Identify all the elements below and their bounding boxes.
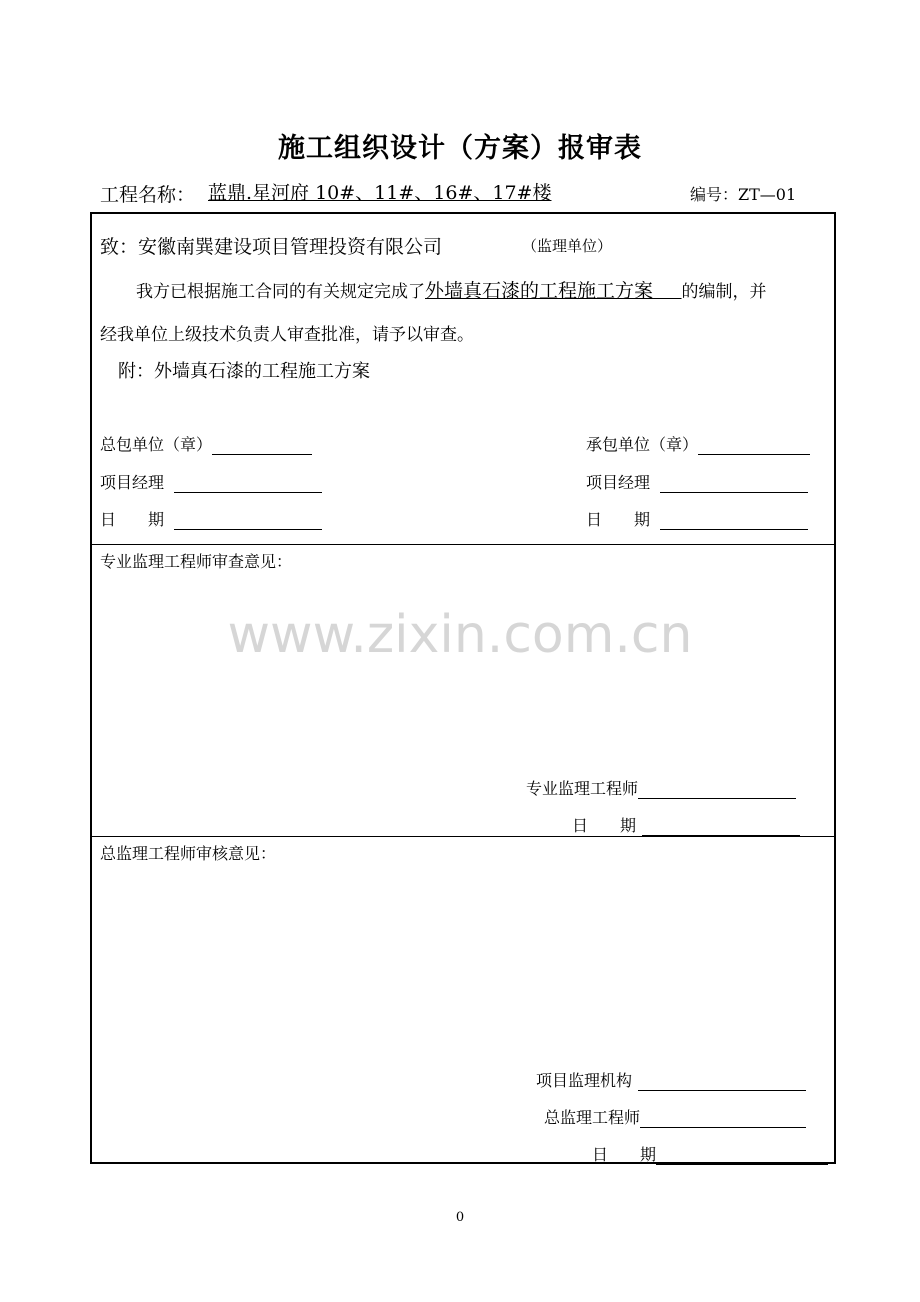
declaration-text-b: 的编制，并: [681, 282, 767, 302]
supervising-date-label: 日 期: [572, 816, 637, 835]
chief-review-title: 总监理工程师审核意见：: [100, 844, 277, 863]
declaration-line-1: [136, 276, 767, 303]
chief-engineer-label: 总监理工程师: [544, 1108, 641, 1127]
project-name-label: 工程名称：: [100, 184, 196, 206]
serial-number: 编号：ZT—01: [690, 185, 797, 204]
section-divider-2: [91, 836, 835, 837]
project-manager-right: [586, 470, 808, 493]
project-manager-left: [100, 470, 322, 493]
general-contractor-label: 总包单位（章）: [100, 435, 213, 454]
page-number: 0: [455, 1210, 465, 1225]
general-contractor-signature: [100, 432, 312, 455]
date-left: [100, 507, 322, 530]
chief-date-label: 日 期: [592, 1145, 657, 1164]
contractor-signature: [586, 432, 810, 455]
recipient-line: 致：安徽南巽建设项目管理投资有限公司: [100, 236, 443, 258]
project-manager-left-line: [174, 476, 322, 493]
declaration-line-2: 经我单位上级技术负责人审查批准，请予以审查。: [100, 325, 474, 345]
watermark: www.zixin.com.cn: [227, 605, 693, 665]
project-manager-left-label: 项目经理: [100, 473, 165, 492]
supervising-date: [572, 813, 800, 836]
supervising-date-line: [642, 819, 800, 836]
contractor-label: 承包单位（章）: [586, 435, 699, 454]
supervising-engineer-signature: [526, 776, 796, 799]
section-divider-1: [91, 544, 835, 545]
chief-engineer-line: [640, 1111, 806, 1128]
date-right-line: [660, 513, 808, 530]
supervising-engineer-label: 专业监理工程师: [526, 779, 639, 798]
recipient-role: （监理单位）: [522, 237, 613, 255]
form-title: 施工组织设计（方案）报审表: [278, 133, 642, 164]
supervision-org-line: [638, 1074, 806, 1091]
plan-name-underline-pad: [653, 280, 682, 302]
chief-date: [592, 1142, 828, 1165]
project-manager-right-label: 项目经理: [586, 473, 651, 492]
chief-engineer-signature: [544, 1105, 806, 1128]
attachment-line: 附：外墙真石漆的工程施工方案: [118, 361, 370, 382]
date-right-label: 日 期: [586, 510, 651, 529]
chief-date-line: [656, 1148, 828, 1165]
declaration-text-a: 我方已根据施工合同的有关规定完成了: [136, 282, 425, 302]
supervision-org-signature: [536, 1068, 806, 1091]
project-name-value: 蓝鼎.星河府 10#、11#、16#、17#楼: [208, 182, 552, 204]
project-manager-right-line: [660, 476, 808, 493]
date-left-label: 日 期: [100, 510, 165, 529]
contractor-line: [698, 438, 810, 455]
form-table: [90, 212, 836, 1164]
supervising-engineer-line: [638, 782, 796, 799]
date-left-line: [174, 513, 322, 530]
general-contractor-line: [212, 438, 312, 455]
supervision-org-label: 项目监理机构: [536, 1071, 633, 1090]
date-right: [586, 507, 808, 530]
engineer-review-title: 专业监理工程师审查意见：: [100, 552, 293, 571]
plan-name: 外墙真石漆的工程施工方案: [425, 280, 654, 302]
